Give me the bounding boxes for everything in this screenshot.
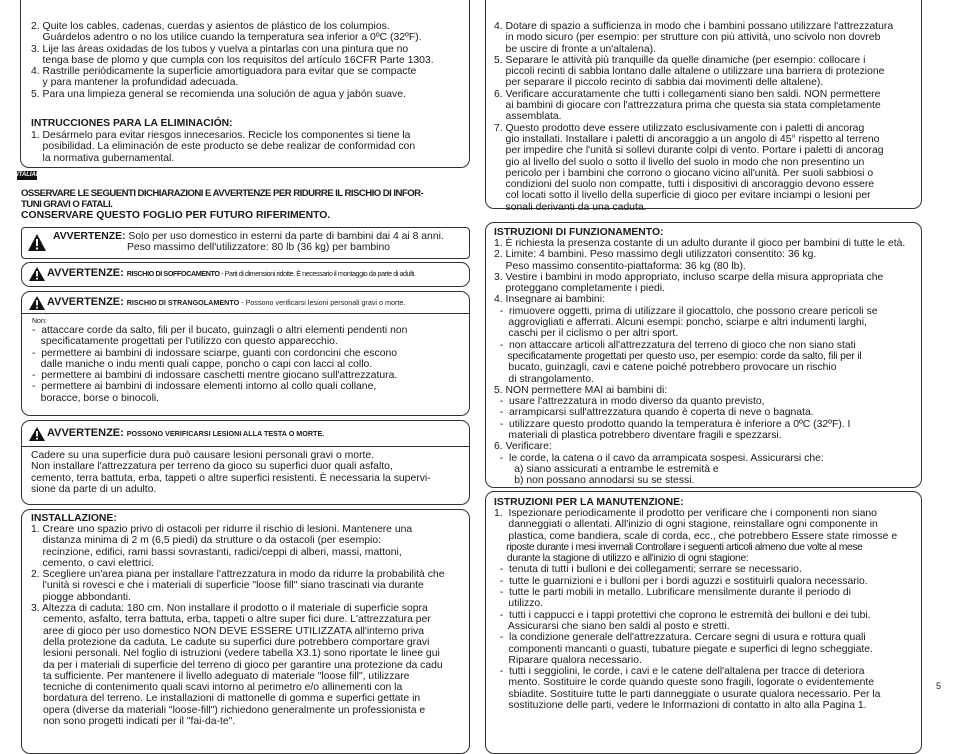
install-cont-line: sonali derivanti da una caduta. <box>494 201 647 213</box>
installation-line: opera (diverse da materiali "loose-fill") richiedono generalmente un professionista e <box>43 704 426 716</box>
head-injury-line: sione da parte di un adulto. <box>31 483 157 495</box>
maintenance-line: - tutti i seggiolini, le corde, i cavi e le catene dell'altalena per tracce di deteriora <box>494 666 865 678</box>
head-injury-text <box>31 450 431 495</box>
strangulation-item: specificatamente progettati per l'utilizzo con questo apparecchio. <box>32 336 338 348</box>
es-line: 5. Para una limpieza general se recomienda una solución de agua y jabón suave. <box>31 88 406 100</box>
installation-line: 1. Creare uno spazio privo di ostacoli per ridurre il rischio di lesioni. Mantenere una <box>31 524 413 535</box>
warning-choking-text <box>47 268 415 279</box>
operating-line: 2. Limite: 4 bambini. Peso massimo degli utilizzatori consentito: 36 kg. <box>494 249 817 261</box>
warning-age-line2: Peso massimo dell'utilizzatore: 80 lb (36 kg) per bambino <box>127 242 391 254</box>
operating-line: b) non possano annodarsi su se stessi. <box>494 475 695 487</box>
strangulation-detail: - Possono verificarsi lesioni personali gravi o morte. <box>239 298 406 307</box>
operating-line: specificatamente progettati per questo uso, per esempio: corde da salto, fili per il <box>494 350 862 362</box>
installation-list <box>31 524 444 727</box>
warning-divider <box>21 313 470 314</box>
operating-line: di strangolamento. <box>494 373 594 385</box>
operating-line: - rimuovere oggetti, prima di utilizzare il giocattolo, che possono creare pericoli se <box>494 305 878 317</box>
es-elim-line: la normativa gubernamental. <box>31 152 175 164</box>
operating-line: 3. Vestire i bambini in modo appropriato, incluso scarpe della misura appropriata che <box>494 271 884 283</box>
operating-line: - non attaccare articoli all'attrezzatura del terreno di gioco che non siano stati <box>494 339 856 351</box>
warning-triangle-icon <box>27 233 47 252</box>
es-maintenance-list <box>31 21 434 100</box>
warning-head-injury-title <box>47 428 324 439</box>
install-cont-line: per impedire che l'unità si sollevi durante colpi di vento. Portare i paletti di ancorag <box>494 145 884 157</box>
strangulation-item: - permettere ai bambini di indossare sciarpe, guanti con cordoncini che escono <box>32 347 398 359</box>
maintenance-line: - tutte le guarnizioni e i bulloni per i bordi aguzzi e sostituirli qualora necessario. <box>494 575 868 587</box>
strangulation-item: - permettere ai bambini di indossare caschetti mentre giocano sull'attrezzatura. <box>32 370 398 382</box>
warning-label: AVVERTENZE: <box>53 231 126 242</box>
operating-line: - le corde, la catena o il cavo da arrampicata sospesi. Assicurarsi che: <box>494 452 824 464</box>
warning-age-line1: Solo per uso domestico in esterni da parte di bambini dai 4 ai 8 anni. <box>125 231 444 242</box>
installation-line: recinzione, edifici, rami bassi sovrastanti, radici/ceppi di alberi, massi, mattoni, <box>31 546 402 558</box>
page-number: 5 <box>936 681 942 691</box>
install-cont-line: be uscire di fronte a un'altalena). <box>494 43 656 55</box>
maintenance-line: Riparare qualora necessario. <box>494 654 642 666</box>
es-line: 2. Quite los cables, cadenas, cuerdas y asientos de plástico de los columpios. <box>31 21 390 32</box>
install-cont-line: in modo sicuro (per esempio: per strutture con più attività, uno scivolo non dovreb <box>494 32 881 44</box>
intro-line: CONSERVARE QUESTO FOGLIO PER FUTURO RIFERIMENTO. <box>21 210 331 221</box>
maintenance-line: 1. Ispezionare periodicamente il prodotto per verificare che i componenti non siano <box>494 508 877 519</box>
operating-heading: ISTRUZIONI DI FUNZIONAMENTO: <box>494 227 664 238</box>
warning-triangle-icon <box>28 426 46 442</box>
warning-triangle-icon <box>28 295 46 311</box>
warning-label: AVVERTENZE: <box>47 296 124 308</box>
operating-line: caschi per il ciclismo o per altri sport. <box>494 328 679 340</box>
head-injury-line: cemento, terra battuta, erba, tappeti o altre superfici resistenti. È necessaria la supervi- <box>31 472 431 484</box>
installation-line: distanza minima di 2 m (6,5 piedi) da strutture o da ostacoli (per esempio: <box>31 535 381 547</box>
installation-line: bordatura del terreno. Le installazioni di mattonelle di gomma e superfici gettate in <box>43 693 421 705</box>
install-cont-line: pericolo per i bambini che corrono o giocano vicino all'unità. Per suoli sabbiosi o <box>494 167 874 179</box>
choking-risk: RISCHIO DI SOFFOCAMENTO <box>126 269 220 278</box>
installation-line: da per i materiali di superficie del terreno di gioco per garantire una protezione da cadu <box>43 659 443 671</box>
operating-line: 5. NON permettere MAI ai bambini di: <box>494 384 668 396</box>
strangulation-item: - permettere ai bambini di indossare elementi intorno al collo quali collane, <box>32 381 377 393</box>
installation-line: lesioni personali. Nel foglio di istruzioni (vedere tabella X3.1) sono riportate le linee gui <box>43 648 440 660</box>
maintenance-line: - la condizione generale dell'attrezzatura. Cercare segni di usura e rottura quali <box>494 632 866 644</box>
operating-line: a) siano assicurati a entrambe le estremità e <box>494 463 719 475</box>
install-cont-line: condizioni del suolo non compatte, tutti i dispositivi di ancoraggio devono essere <box>494 179 875 191</box>
maintenance-line: danneggiati o allentati. All'inizio di ogni stagione, reinstallare ogni componente in <box>494 519 878 531</box>
strangulation-risk: RISCHIO DI STRANGOLAMENTO <box>126 298 240 307</box>
maintenance-heading: ISTRUZIONI PER LA MANUTENZIONE: <box>494 497 684 508</box>
operating-line: - usare l'attrezzatura in modo diverso da quanto previsto, <box>494 396 765 408</box>
strangulation-item: dalle maniche o indu menti quali cappe, poncho o capi con lacci al collo. <box>32 358 373 370</box>
maintenance-line: - tenuta di tutti i bulloni e dei collegamenti; serrare se necessario. <box>494 564 802 576</box>
head-injury-line: Non installare l'attrezzatura per terreno da gioco su superfici duor quali asfalto, <box>31 461 393 473</box>
installation-line: l'unità si rovesci e che i materiali di superficie "loose fill" siano trascinati via durante <box>31 580 424 592</box>
es-elim-line: posibilidad. La eliminación de este producto se debe realizar de conformidad con <box>31 141 416 153</box>
installation-line: piogge abbondanti. <box>31 591 131 603</box>
head-injury-risk: POSSONO VERIFICARSI LESIONI ALLA TESTA O MORTE. <box>126 429 325 438</box>
strangulation-non-label: Non: <box>32 318 47 325</box>
es-elimination-heading: INTRUCCIONES PARA LA ELIMINACIÓN: <box>31 118 233 129</box>
strangulation-item: - attaccare corde da salto, fili per il bucato, guinzagli o altri elementi pendenti non <box>32 325 408 336</box>
maintenance-line: utilizzo. <box>494 598 544 610</box>
install-cont-line: 6. Verificare accuratamente che tutti i collegamenti siano ben saldi. NON permettere <box>494 88 881 100</box>
install-cont-line: gio installati. Installare i paletti di ancoraggio a un angolo di 45° rispetto al terreno <box>494 133 880 145</box>
install-cont-line: gio al livello del suolo o sotto il livello del suolo in modo che non presentino un <box>494 156 865 168</box>
intro-line: TUNI GRAVI O FATALI. <box>21 199 113 210</box>
installation-line: tecniche di contenimento quali scavi intorno al perimetro e/o allinementi con la <box>43 682 403 694</box>
operating-line: aggrovigliati e afferrati. Alcuni esempi: poncho, sciarpe e altri indumenti larghi, <box>494 317 867 329</box>
warning-strangulation-text <box>47 297 405 308</box>
es-line: y para mantener la profundidad adecuada. <box>31 77 239 89</box>
maintenance-line: - tutti i cappucci e i tappi protettivi che coprono le estremità dei bulloni e dei tubi. <box>494 609 871 621</box>
maintenance-line: sostituzione delle parti, vedere le Informazioni di contatto in alto alla Pagina 1. <box>494 700 867 712</box>
operating-line: 1. È richiesta la presenza costante di un adulto durante il gioco per bambini di tutte le età. <box>494 238 906 249</box>
maintenance-line: - tutte le parti mobili in metallo. Lubrificare mensilmente durante il periodo di <box>494 587 851 599</box>
installation-line: aree di gioco per uso domestico NON DEVE ESSERE UTILIZZATA all'interno priva <box>43 625 425 637</box>
operating-line: 4. Insegnare ai bambini: <box>494 294 605 306</box>
intro-line: OSSERVARE LE SEGUENTI DICHIARAZIONI E AVVERTENZE PER RIDURRE IL RISCHIO DI INFOR- <box>21 188 424 199</box>
install-cont-line: 4. Dotare di spazio a sufficienza in modo che i bambini possano utilizzare l'attrezzatura <box>494 21 894 32</box>
install-cont-line: assemblata. <box>494 111 562 123</box>
install-cont-line: 7. Questo prodotto deve essere utilizzato esclusivamente con i paletti di ancorag <box>494 122 865 134</box>
warning-divider <box>21 446 470 447</box>
head-injury-line: Cadere su una superficie dura può causare lesioni personali gravi o morte. <box>31 450 375 461</box>
strangulation-list <box>32 325 407 404</box>
warning-triangle-icon <box>28 266 46 282</box>
choking-detail: - Parti di dimensioni ridotte. È necessario il montaggio da parte di adulti. <box>219 269 416 278</box>
warning-age-text <box>53 231 444 254</box>
install-cont-line: 5. Separare le attività più tranquille da quelle dinamiche (per esempio: collocare i <box>494 54 866 66</box>
operating-line: - utilizzare questo prodotto quando la temperatura è inferiore a 0ºC (32ºF). I <box>494 418 851 430</box>
installation-line: della protezione da caduta. Le cadute su superfici dure potrebbero comportare gravi <box>43 636 430 648</box>
es-elimination-list <box>31 130 415 164</box>
installation-line: non sono progetti indicati per il "fai-da-te". <box>43 716 236 728</box>
operating-list <box>494 238 905 487</box>
es-elim-line: 1. Desármelo para evitar riesgos innecesarios. Recicle los componentes si tiene la <box>31 130 411 141</box>
maintenance-line: componenti mancanti o guasti, tubature piegate e superfici di legno scheggiate. <box>494 643 873 655</box>
maintenance-line: riposte durante i mesi invernali Controllare i seguenti articoli almeno due volte al mese <box>494 541 863 553</box>
operating-line: proteggano completamente i piedi. <box>494 283 665 295</box>
maintenance-list <box>494 508 897 711</box>
maintenance-line: plastica, come bandiera, scale di corda, ecc., che potrebbero Essere state rimosse e <box>494 530 898 542</box>
installation-line: 3. Altezza di caduta: 180 cm. Non installare il prodotto o il materiale di superficie sopra <box>31 603 428 615</box>
operating-line: materiali di plastica potrebbero diventare fragili e spezzarsi. <box>494 430 782 442</box>
installation-line: ta sufficiente. Per mantenere il livello adeguato di materiale "loose fill", utilizzare <box>43 670 410 682</box>
es-line: tenga base de plomo y que cumpla con los requisitos del artículo 16CFR Parte 1303. <box>31 54 434 66</box>
intro-block <box>21 188 423 221</box>
install-cont-line: ai bambini di giocare con l'attrezzatura prima che questa sia stata completamente <box>494 100 881 112</box>
maintenance-line: Assicurarsi che siano ben saldi al posto e stretti. <box>494 620 730 632</box>
strangulation-item: boracce, borse o binocoli. <box>32 392 160 404</box>
installation-line: cemento, o cavi elettrici. <box>31 557 155 569</box>
install-cont-line: per separare il piccolo recinto di sabbia dai movimenti delle altalene). <box>494 77 824 89</box>
operating-line: bucato, guinzagli, cavi e catene poiché potrebbero provocare un rischio <box>494 362 837 374</box>
es-line: Guárdelos adentro o no los utilice cuando la temperatura sea inferior a 0ºC (32ºF). <box>31 32 422 44</box>
es-line: 3. Lije las áreas oxidadas de los tubos y vuelva a pintarlas con una pintura que no <box>31 43 409 55</box>
operating-line: - arrampicarsi sull'attrezzatura quando è coperta di neve o bagnata. <box>494 407 814 419</box>
install-cont-line: col locati sotto il livello della superficie di gioco per evitare inciampi o lesioni per <box>494 190 871 202</box>
language-tag: ITALIAN <box>17 172 41 178</box>
operating-line: 6. Verificare: <box>494 441 552 453</box>
warning-label: AVVERTENZE: <box>47 267 124 279</box>
install-cont-line: piccoli recinti di sabbia lontano dalle altalene o utilizzare una barriera di protezione <box>494 66 885 78</box>
maintenance-line: mento. Sostituire le corde quando queste sono fragili, logorate o evidentemente <box>494 677 875 689</box>
installation-heading: INSTALLAZIONE: <box>31 513 117 524</box>
maintenance-line: durante la stagione di utilizzo e all'inizio di ogni stagione: <box>494 553 749 565</box>
installation-line: 2. Scegliere un'area piana per installare l'attrezzatura in modo da ridurre la probabilità che <box>31 569 445 581</box>
warning-label: AVVERTENZE: <box>47 427 124 439</box>
installation-line: cemento, asfalto, terra battuta, erba, tappeti o altre super fici dure. L'attrezzatura per <box>43 614 431 626</box>
installation-continued-list <box>494 21 893 213</box>
maintenance-line: sbiadite. Sostituire tutte le parti danneggiate o usurate qualora necessario. Per la <box>494 688 881 700</box>
es-line: 4. Rastrille periódicamente la superficie amortiguadora para evitar que se compacte <box>31 66 417 78</box>
operating-line: Peso massimo consentito-piattaforma: 36 kg (80 lb). <box>494 260 746 272</box>
